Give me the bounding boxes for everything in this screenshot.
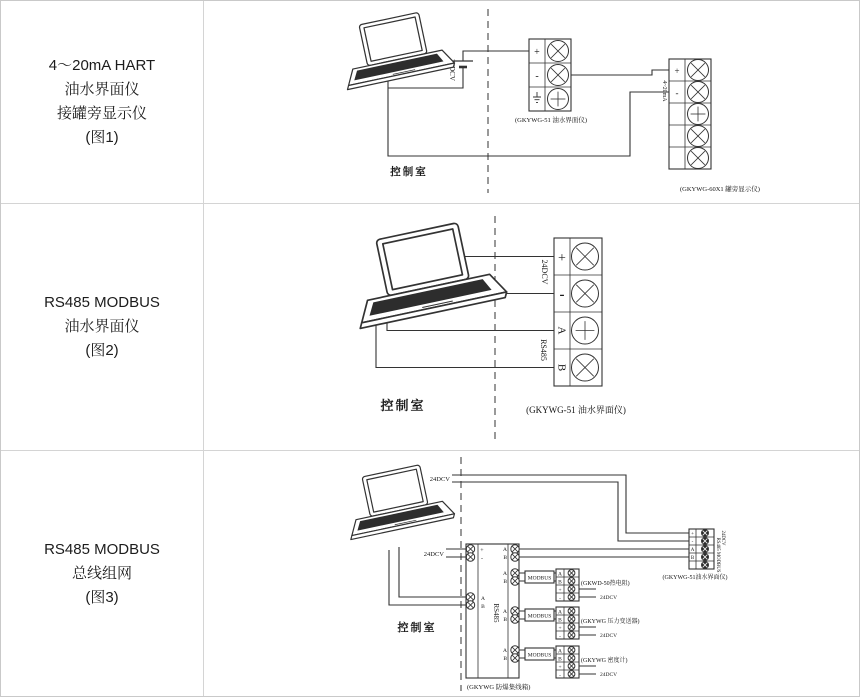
terminal-label: - — [535, 71, 539, 82]
terminal-label: + — [558, 251, 566, 266]
meter-caption: (GKYWG-51 油水界面仪) — [526, 405, 626, 415]
meter-caption: (GKYWG-51油水界面仪) — [662, 575, 728, 581]
figure3-label — [1, 451, 204, 696]
terminal-label: - — [559, 672, 561, 679]
supply-top-label: 24DCV — [429, 476, 450, 483]
figure-label-line: (图2) — [85, 342, 119, 359]
terminal-screws — [548, 41, 569, 110]
terminal-label: - — [559, 595, 561, 602]
terminal-label: B — [558, 656, 562, 663]
figure-label-line: RS485 MODBUS — [44, 294, 160, 311]
figure-label-line: 总线组网 — [71, 564, 132, 582]
figure-label-line: 4～20mA HART — [48, 57, 156, 74]
terminal-label: - — [691, 540, 694, 545]
figure3-diagram — [204, 451, 859, 696]
modbus-tags — [525, 571, 554, 660]
figure2-label — [1, 204, 204, 451]
pair-label: A — [503, 547, 507, 553]
bus-label: RS485 — [539, 339, 548, 361]
figure-label-line: 接罐旁显示仪 — [56, 105, 147, 122]
device-supply-label: 24DCV — [600, 595, 618, 601]
pair-label: B — [503, 656, 507, 662]
meter-terminal-block — [554, 238, 602, 386]
device-supply-label: 24DCV — [600, 672, 618, 678]
terminal-label: + — [691, 532, 694, 537]
terminal-label: - — [559, 287, 565, 303]
terminal-screws — [688, 60, 709, 169]
device-caption: (GKWD-50热电阻) — [581, 581, 630, 587]
figure-label-line: RS485 MODBUS — [44, 540, 160, 558]
control-room-label: 控制室 — [397, 622, 437, 634]
terminal-label: B — [555, 363, 568, 372]
terminal-label: + — [558, 587, 562, 594]
terminal-label: A — [558, 571, 562, 578]
supply-voltage-label: 24DCV — [448, 59, 456, 81]
terminal-label: A — [555, 326, 568, 335]
figure-label-line: (图1) — [85, 129, 119, 146]
figure2-diagram — [204, 204, 859, 451]
figure-label-line: 油水界面仪 — [64, 318, 140, 335]
hub-junction-box — [466, 544, 519, 678]
meter-bus-label: RS485 MODBUS — [715, 537, 720, 573]
device-caption: (GKYWG 密度计) — [581, 658, 628, 664]
terminal-label: + — [534, 47, 540, 58]
terminal-label: B — [558, 617, 562, 624]
hub-terminal-label: A — [481, 596, 485, 602]
hub-terminal-label: + — [480, 548, 484, 554]
terminal-label: A — [558, 609, 562, 616]
display-caption: (GKYWG-60X1 罐旁显示仪) — [680, 186, 760, 193]
meter-caption: (GKYWG-51 油水界面仪) — [514, 117, 588, 124]
control-room-label: 控制室 — [380, 398, 426, 413]
laptop-icon — [335, 7, 455, 89]
laptop-icon — [339, 460, 456, 540]
modbus-label: MODBUS — [527, 575, 552, 582]
figure1-label — [1, 1, 204, 204]
device-caption: (GKYWG 压力变送器) — [581, 619, 640, 625]
terminal-label: A — [690, 548, 695, 553]
figure-label-line: 油水界面仪 — [64, 81, 140, 98]
supply-mid-label: 24DCV — [423, 551, 444, 558]
hub-terminal-label: B — [481, 604, 485, 610]
pair-label: B — [503, 617, 507, 623]
terminal-label: A — [558, 648, 562, 655]
terminal-label: B — [558, 579, 562, 586]
laptop-icon — [343, 216, 508, 329]
hub-caption: (GKYWG 防爆集线箱) — [467, 684, 531, 691]
pair-label: B — [503, 579, 507, 585]
terminal-label: + — [558, 664, 562, 671]
pair-label: A — [503, 609, 507, 615]
supply-vertical-label: 24DCV — [540, 259, 549, 285]
figure1-diagram — [204, 1, 859, 204]
modbus-label: MODBUS — [527, 652, 552, 659]
control-room-label: 控制室 — [390, 167, 428, 178]
terminal-label: + — [558, 625, 562, 632]
hub-bus-label: RS485 — [492, 603, 500, 623]
figure-label-line: (图3) — [85, 588, 119, 606]
fig1-svg — [204, 1, 859, 203]
pair-label: A — [503, 571, 507, 577]
terminal-label: + — [674, 66, 680, 76]
display-terminal-block — [669, 59, 711, 169]
meter-terminal-strip — [689, 529, 714, 569]
terminal-label: B — [690, 556, 695, 561]
hub-terminal-label: - — [481, 556, 483, 562]
meter-power-label: 24DCV — [720, 530, 725, 546]
branch-device-2 — [556, 607, 640, 640]
fig3-svg — [204, 451, 859, 696]
terminal-label: - — [559, 633, 561, 640]
modbus-label: MODBUS — [527, 613, 552, 620]
terminal-label: - — [675, 88, 679, 98]
device-supply-label: 24DCV — [600, 633, 618, 639]
pair-label: B — [503, 555, 507, 561]
meter-terminal-block — [529, 39, 571, 111]
loop-signal-label: 4~20mA — [661, 80, 667, 102]
pair-label: A — [503, 648, 507, 654]
fig2-svg — [204, 204, 859, 450]
